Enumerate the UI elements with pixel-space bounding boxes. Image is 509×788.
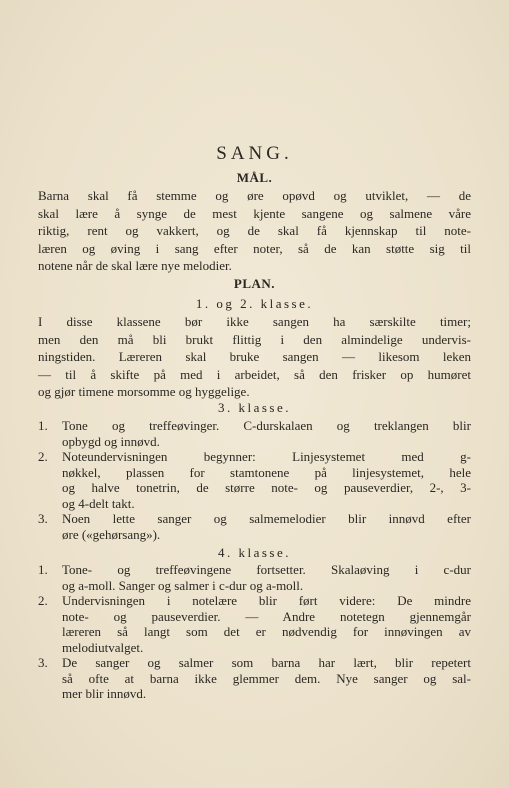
list-item-line: nøkkel, plassen for stamtonene på linjesystemet, hele xyxy=(62,464,471,480)
text-line: Barna skal få stemme og øre opøvd og utviklet, — de xyxy=(38,188,471,203)
list-item-line: note- og pauseverdier. — Andre notetegn gjennemgår xyxy=(62,608,471,624)
list-item xyxy=(38,511,471,542)
list-item-number: 3. xyxy=(38,655,48,670)
text-line: — til å skifte på med i arbeidet, så den frisker op humøret xyxy=(38,366,471,382)
class-heading-3: 3. klasse. xyxy=(217,400,292,415)
list-item-number: 3. xyxy=(38,511,48,526)
list-item xyxy=(38,655,471,702)
text-line: riktig, rent og vakkert, og de skal få kjennskap til note- xyxy=(38,223,471,238)
section-heading-mal: MÅL. xyxy=(236,170,273,185)
list-item xyxy=(38,449,471,511)
text-line: læren og øving i sang efter noter, så de kan støtte sig til xyxy=(38,240,471,256)
class-heading-4: 4. klasse. xyxy=(217,545,292,560)
plan-1-2-paragraph xyxy=(38,313,471,401)
section-heading-plan: PLAN. xyxy=(233,276,276,291)
list-item-line: melodiutvalget. xyxy=(62,639,144,655)
list-item-line: Tone og treffeøvinger. C-durskalaen og treklangen blir xyxy=(62,418,471,433)
mal-paragraph xyxy=(38,187,471,275)
list-item-line: og a-moll. Sanger og salmer i c-dur og a-moll. xyxy=(62,577,304,593)
list-item xyxy=(38,593,471,655)
list-item-number: 2. xyxy=(38,593,48,608)
list-item-line: Noteundervisningen begynner: Linjesystemet med g- xyxy=(62,449,471,464)
text-line: skal lære å synge de mest kjente sangene og salmene våre xyxy=(38,205,471,221)
text-line: ningstiden. Læreren skal bruke sangen — likesom leken xyxy=(38,349,471,364)
list-item xyxy=(38,418,471,449)
class-4-list xyxy=(38,562,471,702)
list-item-number: 2. xyxy=(38,449,48,464)
list-item-number: 1. xyxy=(38,418,48,433)
list-item-line: Noen lette sanger og salmemelodier blir innøvd efter xyxy=(62,511,471,526)
list-item-line: læreren så langt som det er nødvendig for innøvingen av xyxy=(62,624,471,639)
text-line: I disse klassene bør ikke sangen ha særskilte timer; xyxy=(38,314,471,329)
list-item-line: og 4-delt takt. xyxy=(62,495,135,511)
list-item-number: 1. xyxy=(38,562,48,577)
list-item-line: Undervisningen i notelære blir ført videre: De mindre xyxy=(62,593,471,608)
list-item-line: De sanger og salmer som barna har lært, blir repetert xyxy=(62,655,471,670)
list-item-line: Tone- og treffeøvingene fortsetter. Skalaøving i c-dur xyxy=(62,562,471,577)
list-item-line: så ofte at barna ikke glemmer dem. Nye sanger og sal- xyxy=(62,670,471,686)
class-3-list xyxy=(38,418,471,542)
class-heading-1-2: 1. og 2. klasse. xyxy=(195,296,314,311)
text-line: notene når de skal lære nye melodier. xyxy=(38,258,232,273)
list-item xyxy=(38,562,471,593)
page-title: SANG. xyxy=(216,143,293,164)
list-item-line: mer blir innøvd. xyxy=(62,686,147,701)
list-item-line: øre («gehørsang»). xyxy=(62,526,161,542)
list-item-line: opbygd og innøvd. xyxy=(62,433,160,449)
text-line: og gjør timene morsomme og hyggelige. xyxy=(38,384,250,399)
text-line: men den må bli brukt flittig i den almindelige undervis- xyxy=(38,331,471,347)
list-item-line: og halve tonetrin, de større note- og pauseverdier, 2-, 3- xyxy=(62,480,471,495)
